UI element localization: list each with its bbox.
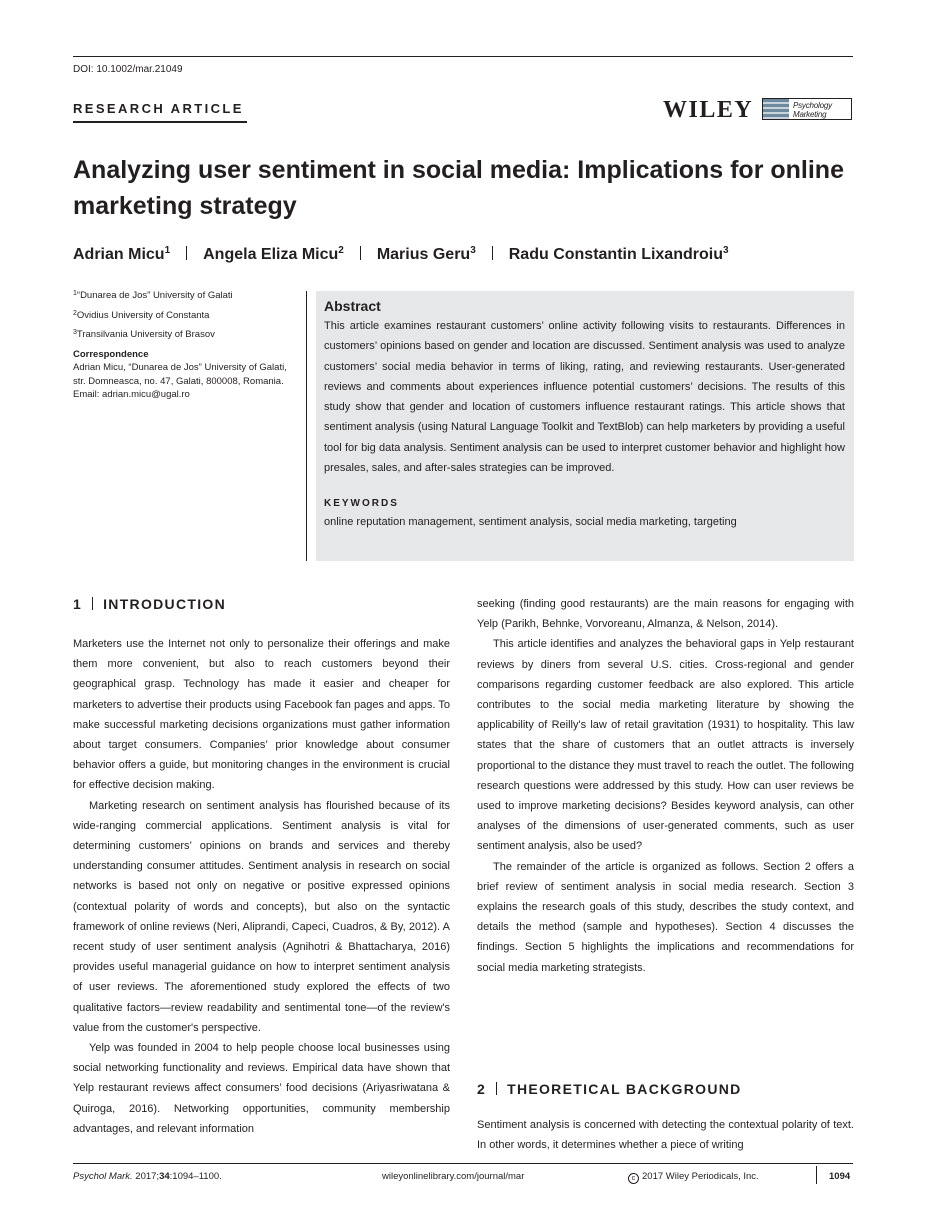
paragraph: seeking (finding good restaurants) are the main reasons for engaging with Yelp (Parikh, Behnke, Vorvoreanu, Almanza, & Nelson, 2014). — [477, 598, 854, 631]
paragraph: Sentiment analysis is concerned with detecting the contextual polarity of text. In other words, it determines whether a piece of writing — [477, 1119, 854, 1152]
publisher-logo: WILEY — [663, 97, 754, 123]
section-heading-theoretical-background: 2 THEORETICAL BACKGROUND — [477, 1081, 742, 1097]
right-column — [477, 594, 854, 978]
paragraph: This article identifies and analyzes the behavioral gaps in Yelp restaurant reviews by diners from several U.S. cities. Cross-regional and gender comparisons regarding customer feedback are also explored. This article contributes to the social media marketing literature by showing the applicability of Reilly's law of retail gravitation (1931) to hospitality. This law states that the share of customers that an outlet attracts is inversely proportional to the distance they must travel to reach the outlet. The following research questions were addressed by this study. How can user reviews be used to improve marketing decisions? Besides keyword analysis, can other analyses of the dimensions of user-generated comments, such as user sentiment analysis, also be used? — [477, 638, 854, 853]
footer-rule — [73, 1163, 853, 1164]
journal-logo-text: Psychology Marketing — [793, 101, 832, 119]
keywords: online reputation management, sentiment analysis, social media marketing, targeting — [324, 516, 737, 529]
footer-separator — [816, 1166, 817, 1184]
journal-logo-icon — [763, 99, 789, 119]
author-name[interactable]: Marius Geru$^3$ — [376, 245, 476, 263]
author-separator — [186, 246, 187, 260]
abstract-text: This article examines restaurant customers’ online activity following visits to restaurants. Differences in customers’ opinions based on gender and location are discussed. Sentiment analysis was used to analyze customers’ social media behavior in terms of liking, rating, and reviewing restaurants. User-generated reviews and comments about experiences influence potential customers’ decisions. The results of this study show that gender and location of customers influence restaurant ratings. This article shows that sentiment analysis (using Natural Language Toolkit and TextBlob) can help marketers by providing a useful tool for big data analysis. Sentiment analysis can be used to interpret customer behavior and highlight how presales, sales, and after-sales strategies can be improved. — [324, 320, 845, 475]
paragraph: The remainder of the article is organized as follows. Section 2 offers a brief review of sentiment analysis in social media research. Section 3 explains the research goals of this study, describes the study context, and details the method (sample and hypotheses). Section 4 discusses the findings. Section 5 highlights the implications and recommendations for social media marketing strategists. — [477, 860, 854, 974]
author-separator — [360, 246, 361, 260]
doi[interactable]: DOI: 10.1002/mar.21049 — [73, 64, 183, 75]
author-name[interactable]: Angela Eliza Micu$^2$ — [203, 245, 344, 263]
left-column — [73, 634, 450, 1139]
copyright-icon: c — [628, 1173, 639, 1184]
abstract-heading: Abstract — [324, 298, 381, 314]
journal-logo — [762, 98, 852, 120]
article-title: Analyzing user sentiment in social media: Implications for online marketing strategy — [73, 156, 844, 220]
paragraph: Yelp was founded in 2004 to help people choose local businesses using social networking functionality and reviews. Empirical data have shown that Yelp restaurant reviews affect consumers’ food decisions (Ariyasriwatana & Quiroga, 2016). Networking opportunities, community membership advantages, and relevant information — [73, 1042, 450, 1135]
heading-separator — [92, 597, 93, 610]
correspondence-address: Adrian Micu, “Dunarea de Jos” University of Galati, str. Domneasca, no. 47, Galati, 800008, Romania. — [73, 362, 287, 387]
paragraph: Marketers use the Internet not only to personalize their offerings and make them more convenient, but also to reach customers beyond their geographical grasp. Technology has made it easier and cheaper for marketers to advertise their products using Facebook fan pages and apps. To make successful marketing decisions organizations must gather information about target consumers. Companies’ prior knowledge about consumer behavior offers a guide, but monitoring changes in the environment is crucial for effective decision making. — [73, 638, 450, 792]
abstract-divider — [306, 291, 307, 561]
affiliations — [73, 289, 293, 408]
footer-copyright: c 2017 Wiley Periodicals, Inc. — [628, 1170, 759, 1184]
abstract-box — [316, 291, 854, 561]
section2-column — [477, 1115, 854, 1155]
article-type: RESEARCH ARTICLE — [73, 101, 244, 116]
correspondence-heading: Correspondence — [73, 348, 149, 360]
page-number: 1094 — [829, 1171, 851, 1182]
footer-website[interactable]: wileyonlinelibrary.com/journal/mar — [382, 1171, 525, 1182]
keywords-heading: KEYWORDS — [324, 498, 399, 510]
correspondence-email[interactable]: Email: adrian.micu@ugal.ro — [73, 389, 190, 400]
affiliation: $^1$“Dunarea de Jos” University of Galati — [73, 290, 233, 301]
affiliation: $^3$Transilvania University of Brasov — [73, 329, 215, 340]
paragraph: Marketing research on sentiment analysis has flourished because of its wide-ranging commercial applications. Sentiment analysis is vital for determining customers’ opinions on brands and services and thereby understanding consumer attitudes. Sentiment analysis in research on social networks is based not only on negative or positive expressed opinions (contextual polarity of words and concepts), but also on the syntactic framework of online reviews (Neri, Aliprandi, Capeci, Cuadros, & By, 2012). A recent study of user sentiment analysis (Agnihotri & Bhattacharya, 2016) provides useful managerial guidance on how to interpret sentiment analysis of user reviews. The aforementioned study explored the effects of two qualitative factors—review readability and sentimental tone—of the review's value from the customer's perspective. — [73, 799, 450, 1034]
author-name[interactable]: Adrian Micu$^1$ — [73, 245, 171, 263]
heading-separator — [496, 1082, 497, 1095]
author-separator — [492, 246, 493, 260]
affiliation: $^2$Ovidius University of Constanta — [73, 309, 210, 321]
author-list — [73, 243, 729, 267]
article-type-underline — [73, 121, 247, 123]
section-heading-introduction: 1 INTRODUCTION — [73, 596, 227, 612]
header-rule — [73, 56, 853, 57]
author-name[interactable]: Radu Constantin Lixandroiu$^3$ — [508, 245, 729, 263]
footer-citation: Psychol Mark. 2017;34:1094–1100. — [73, 1171, 222, 1182]
